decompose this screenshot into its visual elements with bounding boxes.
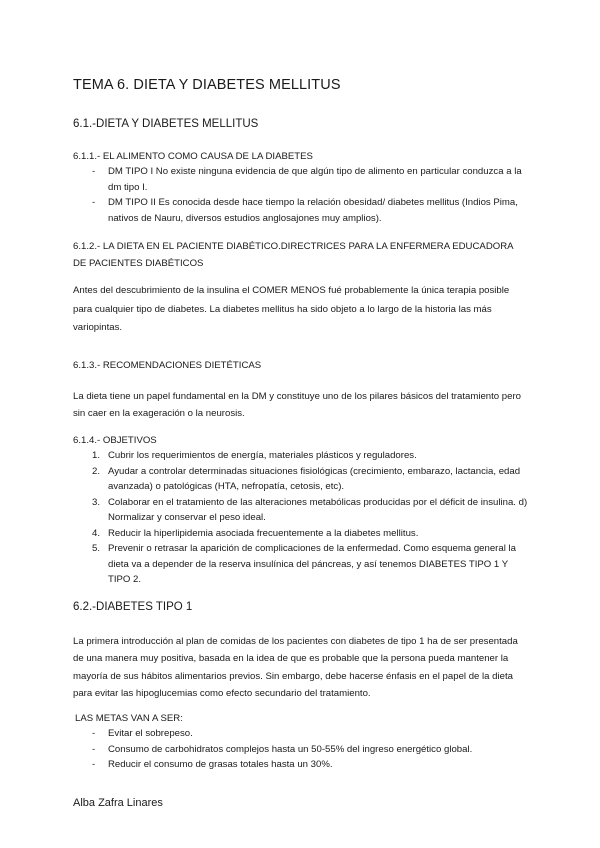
section-6-1-2-heading: 6.1.2.- LA DIETA EN EL PACIENTE DIABÉTICO.DIRECTRICES PARA LA ENFERMERA EDUCADORA DE PACIENTES DIABÉTICOS — [73, 241, 514, 269]
section-6-1-3-paragraph: La dieta tiene un papel fundamental en la DM y constituye uno de los pilares básicos del tratamiento pero sin caer en la exageración o la neurosis. — [73, 391, 521, 420]
list-item: 5. Prevenir o retrasar la aparición de complicaciones de la enfermedad. Como esquema general la dieta va a depender de la reserva insulínica del páncreas, y así tenemos DIABETES TIPO 1 Y TIPO 2. — [92, 543, 516, 585]
list-item: - Consumo de carbohidratos complejos hasta un 50-55% del ingreso energético global. — [92, 742, 532, 758]
section-6-1-3-heading: 6.1.3.- RECOMENDACIONES DIETÉTICAS — [73, 360, 262, 371]
goals-list — [92, 726, 532, 773]
objectives-list — [92, 448, 530, 588]
section-6-1-heading: 6.1.-DIETA Y DIABETES MELLITUS — [73, 118, 259, 130]
goals-label: LAS METAS VAN A SER: — [75, 713, 183, 724]
section-6-2-heading: 6.2.-DIABETES TIPO 1 — [73, 601, 193, 613]
section-6-1-1-list — [92, 164, 532, 226]
section-6-2-paragraph: La primera introducción al plan de comidas de los pacientes con diabetes de tipo 1 ha de ser presentada de una manera muy positiva, basada en la idea de que es probable que la persona pueda mantener la mayoría de sus hábitos alimentarios previos. Sin embargo, debe hacerse énfasis en el papel de la dieta para evitar las hipoglucemias como efecto secundario del tratamiento. — [73, 636, 518, 699]
section-6-1-2-paragraph: Antes del descubrimiento de la insulina el COMER MENOS fué probablemente la única terapia posible para cualquier tipo de diabetes. La diabetes mellitus ha sido objeto a lo largo de la historia las más variopintas. — [73, 285, 510, 333]
list-item: - DM TIPO II Es conocida desde hace tiempo la relación obesidad/ diabetes mellitus (Indios Pima, nativos de Nauru, diversos estudios anglosajones muy amplios). — [92, 195, 532, 226]
list-item: 3. Colaborar en el tratamiento de las alteraciones metabólicas producidas por el déficit de insulina. d) Normalizar y conservar el peso ideal. — [92, 496, 528, 523]
list-item: 4. Reducir la hiperlipidemia asociada frecuentemente a la diabetes mellitus. — [92, 527, 419, 539]
document-title: TEMA 6. DIETA Y DIABETES MELLITUS — [73, 77, 341, 93]
section-6-1-4-heading: 6.1.4.- OBJETIVOS — [73, 435, 157, 446]
list-item: - Reducir el consumo de grasas totales hasta un 30%. — [92, 757, 532, 773]
list-item: - DM TIPO I No existe ninguna evidencia de que algún tipo de alimento en particular conduzca a la dm tipo I. — [92, 164, 532, 195]
footer-author: Alba Zafra Linares — [73, 797, 163, 809]
list-item: - Evitar el sobrepeso. — [92, 726, 532, 742]
section-6-1-1-heading: 6.1.1.- EL ALIMENTO COMO CAUSA DE LA DIABETES — [73, 151, 313, 162]
list-item: 2. Ayudar a controlar determinadas situaciones fisiológicas (crecimiento, embarazo, lactancia, edad avanzada) o patológicas (HTA, nefropatía, cetosis, etc). — [92, 465, 521, 492]
list-item: 1. Cubrir los requerimientos de energía, materiales plásticos y reguladores. — [92, 450, 417, 461]
